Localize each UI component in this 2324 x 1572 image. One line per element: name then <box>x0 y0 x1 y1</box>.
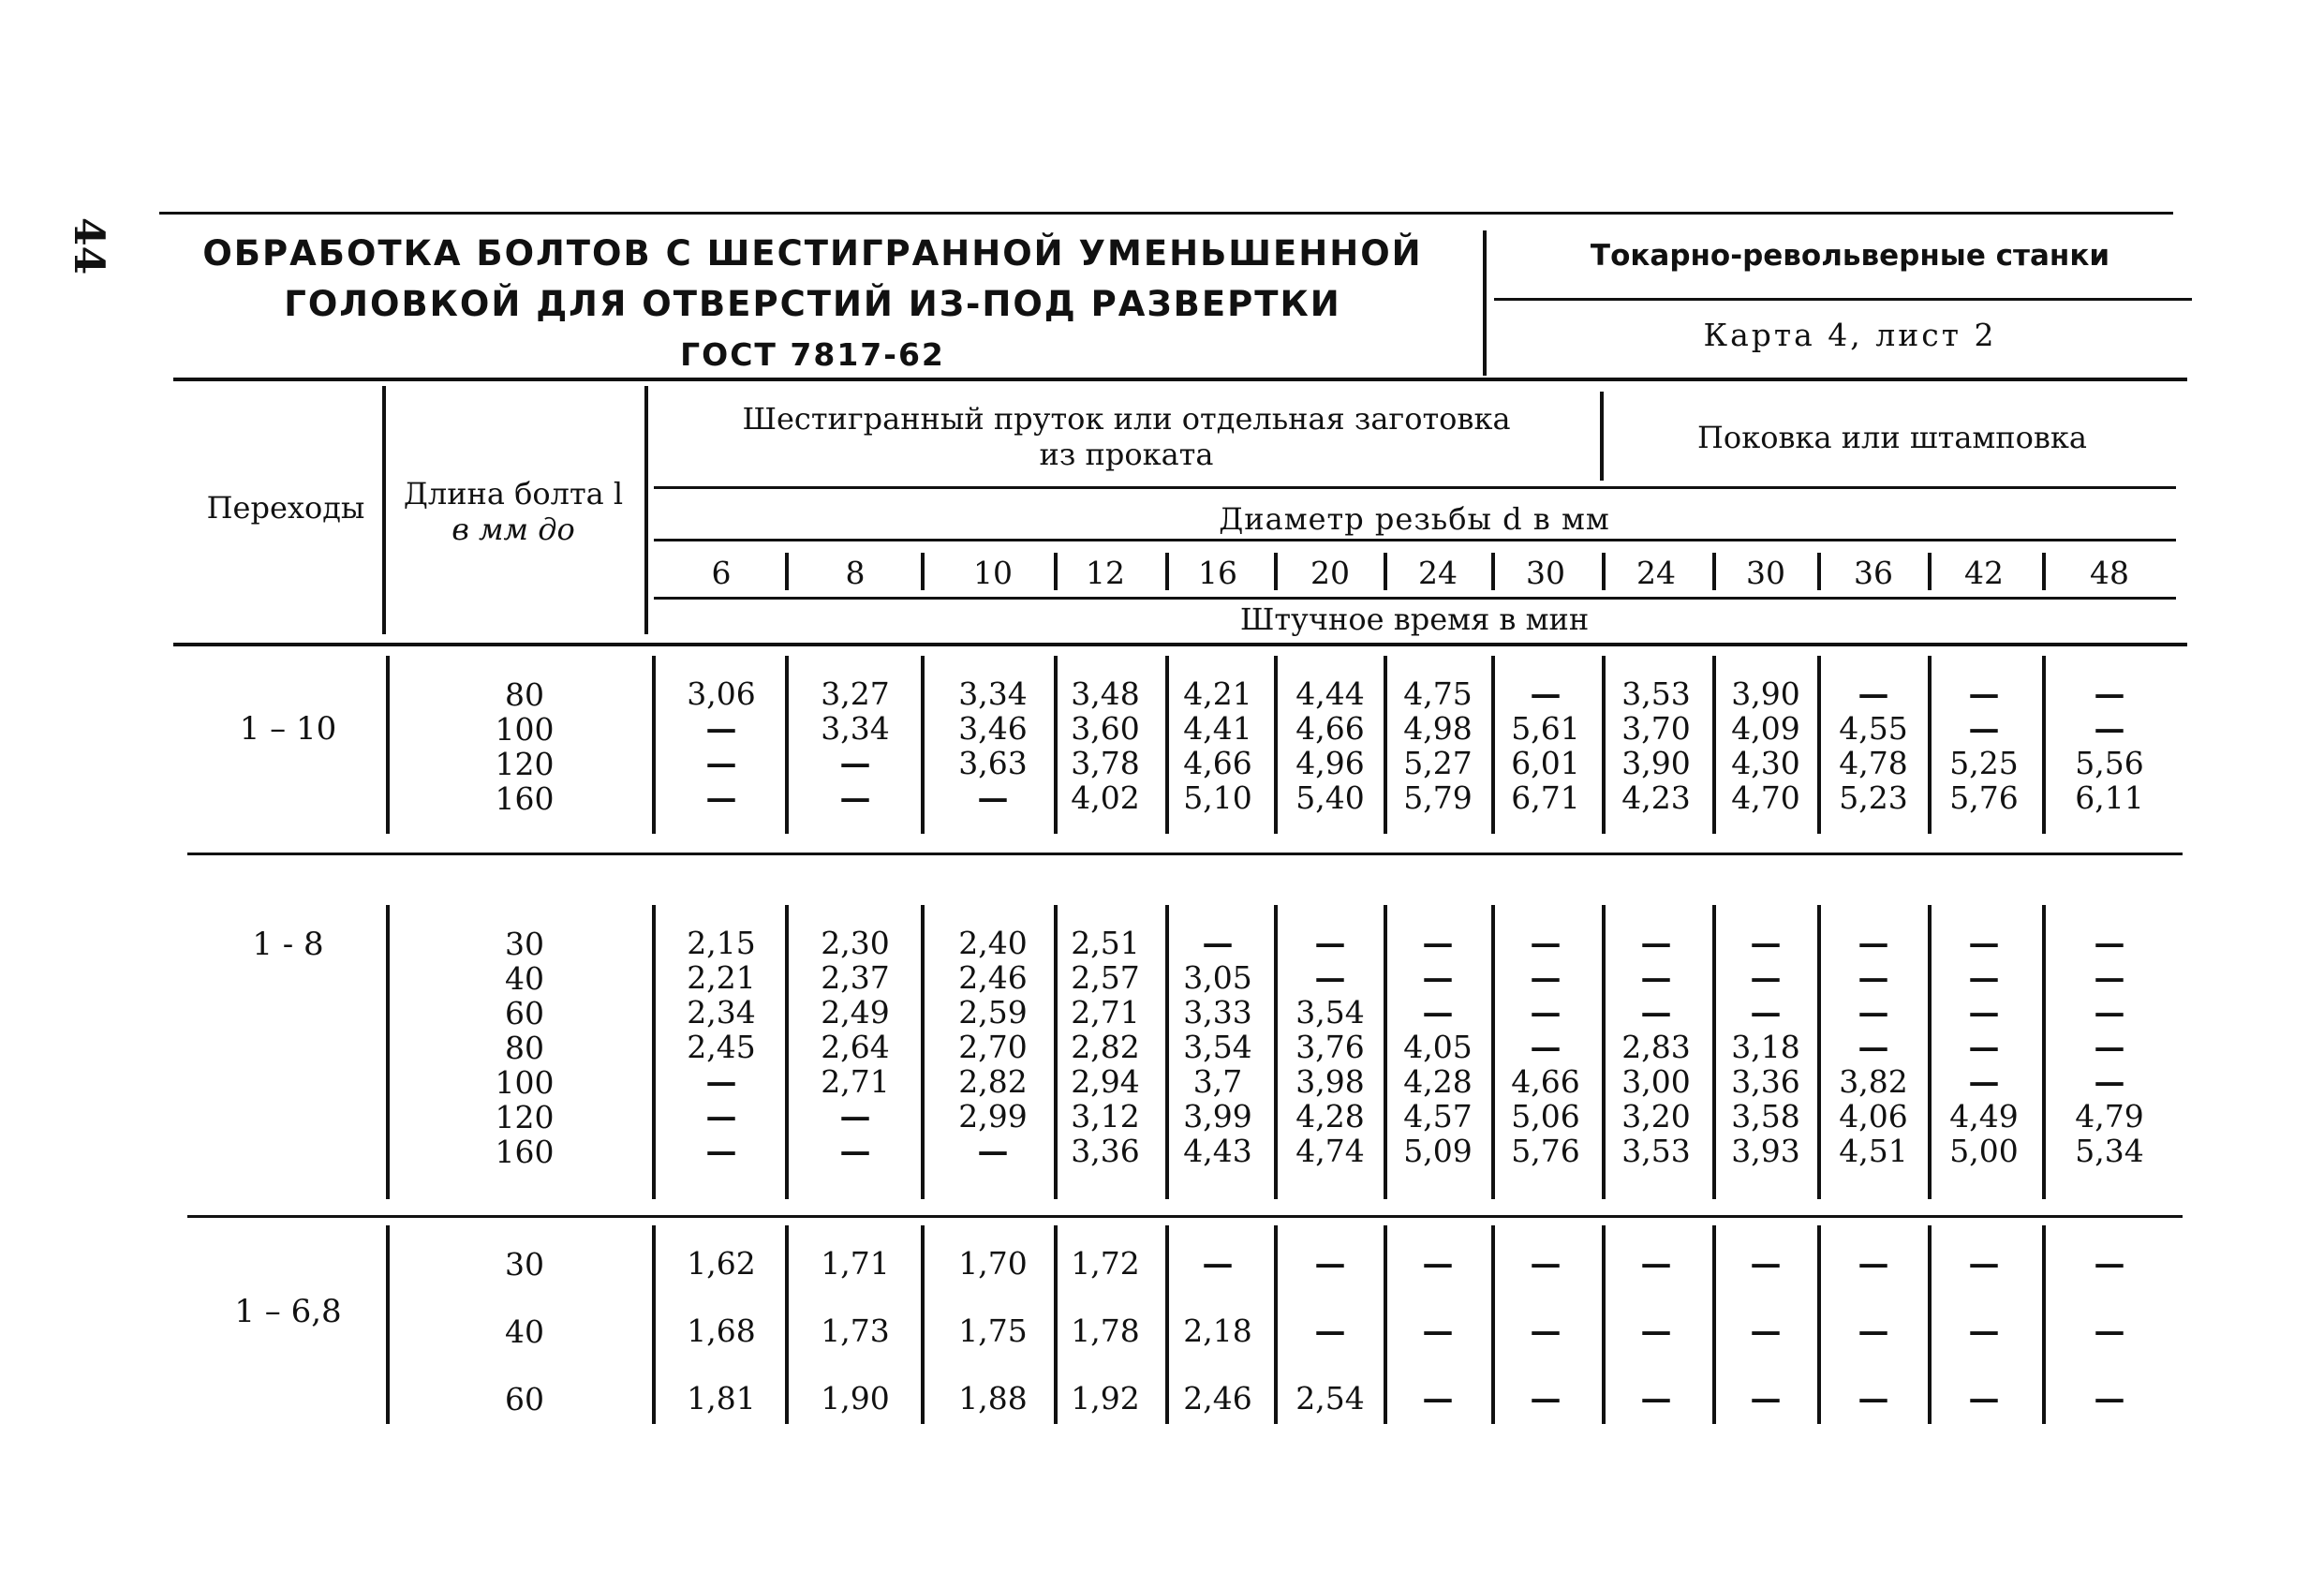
header-bar-stock <box>656 401 1597 472</box>
time-value: — <box>705 1063 737 1100</box>
time-value: — <box>1858 1312 1889 1349</box>
time-value: 3,53 <box>1621 1133 1691 1169</box>
time-value: 4,05 <box>1403 1029 1473 1065</box>
page-number: 44 <box>65 217 112 275</box>
time-value: 3,34 <box>958 675 1028 712</box>
time-value: 3,90 <box>1621 745 1691 781</box>
time-value: — <box>839 1133 871 1169</box>
time-value: — <box>1858 959 1889 996</box>
time-value: 1,72 <box>1071 1245 1140 1282</box>
time-value: 5,25 <box>1949 745 2019 781</box>
time-value: — <box>1968 1312 2000 1349</box>
time-value: 3,46 <box>958 710 1028 747</box>
time-value: — <box>977 779 1009 816</box>
row-divider <box>785 656 789 834</box>
time-value: 2,59 <box>958 994 1028 1031</box>
time-value: — <box>2094 994 2125 1031</box>
time-value: — <box>1750 1380 1782 1416</box>
time-value: — <box>2094 1312 2125 1349</box>
time-value: 2,70 <box>958 1029 1028 1065</box>
time-value: — <box>1530 959 1562 996</box>
length-value: 40 <box>505 1313 544 1350</box>
time-value: 1,78 <box>1071 1312 1140 1349</box>
transition-label: 1 - 8 <box>252 926 324 963</box>
header-divider-groups <box>1600 392 1604 481</box>
time-value: — <box>1640 1312 1672 1349</box>
time-value: 1,81 <box>687 1380 756 1416</box>
header-diameter: Диаметр резьбы d в мм <box>1219 501 1610 537</box>
time-value: 3,34 <box>821 710 890 747</box>
time-value: — <box>2094 1029 2125 1065</box>
time-value: — <box>1750 1245 1782 1282</box>
time-value: — <box>1640 1380 1672 1416</box>
time-value: 2,54 <box>1295 1380 1365 1416</box>
time-value: — <box>1968 1245 2000 1282</box>
time-value: 2,82 <box>958 1063 1028 1100</box>
time-value: 3,93 <box>1731 1133 1800 1169</box>
row-divider <box>785 905 789 1199</box>
time-value: 4,28 <box>1295 1098 1365 1135</box>
time-value: — <box>2094 1063 2125 1100</box>
time-value: 2,94 <box>1071 1063 1140 1100</box>
diameter-rule <box>654 539 2176 541</box>
time-value: 2,45 <box>687 1029 756 1065</box>
length-value: 100 <box>495 1064 555 1101</box>
time-value: 3,36 <box>1071 1133 1140 1169</box>
row-divider <box>921 1225 925 1424</box>
time-value: 4,43 <box>1183 1133 1252 1169</box>
time-value: 1,62 <box>687 1245 756 1282</box>
time-value: 5,56 <box>2075 745 2144 781</box>
time-value: 1,73 <box>821 1312 890 1349</box>
time-value: 1,71 <box>821 1245 890 1282</box>
time-value: 3,48 <box>1071 675 1140 712</box>
time-value: 4,30 <box>1731 745 1800 781</box>
diameter-3: 12 <box>1086 555 1125 591</box>
time-value: 4,49 <box>1949 1098 2019 1135</box>
time-value: 2,51 <box>1071 925 1140 961</box>
time-value: — <box>1202 1245 1234 1282</box>
document-title <box>159 229 1466 380</box>
time-value: 4,70 <box>1731 779 1800 816</box>
diameter-9: 30 <box>1746 555 1785 591</box>
time-value: 2,82 <box>1071 1029 1140 1065</box>
time-value: 3,98 <box>1295 1063 1365 1100</box>
diameter-divider <box>2042 553 2046 590</box>
time-value: 1,75 <box>958 1312 1028 1349</box>
length-value: 80 <box>505 1030 544 1066</box>
time-value: — <box>2094 710 2125 747</box>
diameter-divider <box>1274 553 1278 590</box>
title-line-2: ГОЛОВКОЙ ДЛЯ ОТВЕРСТИЙ ИЗ-ПОД РАЗВЕРТКИ <box>284 284 1341 324</box>
time-value: — <box>1314 1312 1346 1349</box>
time-value: 6,71 <box>1511 779 1580 816</box>
row-divider <box>2042 656 2046 834</box>
header-length-line1: Длина болта l <box>403 476 624 512</box>
row-divider <box>2042 905 2046 1199</box>
time-value: — <box>2094 1245 2125 1282</box>
group-separator-2 <box>187 1215 2183 1218</box>
time-value: 5,06 <box>1511 1098 1580 1135</box>
time-value: 3,63 <box>958 745 1028 781</box>
time-value: 4,57 <box>1403 1098 1473 1135</box>
time-value: 3,06 <box>687 675 756 712</box>
time-value: 2,21 <box>687 959 756 996</box>
time-value: — <box>705 710 737 747</box>
title-divider <box>1483 230 1487 376</box>
time-value: — <box>1422 925 1454 961</box>
length-value: 60 <box>505 1381 544 1417</box>
time-value: 3,90 <box>1731 675 1800 712</box>
diameter-10: 36 <box>1854 555 1893 591</box>
title-standard: ГОСТ 7817-62 <box>680 336 945 373</box>
time-value: — <box>2094 959 2125 996</box>
diameter-2: 10 <box>973 555 1013 591</box>
table-top-rule <box>173 378 2187 381</box>
diameter-7: 30 <box>1526 555 1565 591</box>
time-value: — <box>1750 959 1782 996</box>
time-value: — <box>1750 925 1782 961</box>
diameter-divider <box>1384 553 1387 590</box>
length-value: 160 <box>495 1134 555 1170</box>
time-value: — <box>1750 1312 1782 1349</box>
time-value: 3,20 <box>1621 1098 1691 1135</box>
time-value: 1,68 <box>687 1312 756 1349</box>
time-value: — <box>1530 675 1562 712</box>
length-value: 60 <box>505 995 544 1031</box>
time-value: 5,23 <box>1839 779 1908 816</box>
time-value: 3,70 <box>1621 710 1691 747</box>
time-value: — <box>1530 1380 1562 1416</box>
time-value: — <box>1530 1029 1562 1065</box>
row-divider <box>921 656 925 834</box>
group-rule <box>654 486 2176 489</box>
time-value: 4,98 <box>1403 710 1473 747</box>
time-value: 3,53 <box>1621 675 1691 712</box>
time-value: — <box>1422 1380 1454 1416</box>
diameter-divider <box>1054 553 1058 590</box>
transition-label: 1 – 10 <box>239 710 337 748</box>
time-value: — <box>2094 675 2125 712</box>
time-value: 5,76 <box>1511 1133 1580 1169</box>
time-value: 5,27 <box>1403 745 1473 781</box>
time-value: 4,09 <box>1731 710 1800 747</box>
time-value: 4,06 <box>1839 1098 1908 1135</box>
header-forging: Поковка или штамповка <box>1697 420 2087 455</box>
length-value: 40 <box>505 960 544 997</box>
time-value: — <box>705 745 737 781</box>
time-value: — <box>1640 1245 1672 1282</box>
header-bar-stock-line1: Шестигранный пруток или отдельная заготовка <box>742 401 1511 437</box>
diameter-divider <box>1817 553 1821 590</box>
time-value: 3,78 <box>1071 745 1140 781</box>
length-value: 160 <box>495 780 555 817</box>
time-value: — <box>1422 994 1454 1031</box>
time-value: 4,44 <box>1295 675 1365 712</box>
time-value: 1,88 <box>958 1380 1028 1416</box>
time-value: 2,83 <box>1621 1029 1691 1065</box>
time-value: — <box>977 1133 1009 1169</box>
time-value: — <box>1968 675 2000 712</box>
time-value: — <box>1422 1245 1454 1282</box>
time-value: — <box>839 745 871 781</box>
time-value: 3,05 <box>1183 959 1252 996</box>
time-value: 4,78 <box>1839 745 1908 781</box>
diameter-0: 6 <box>711 555 732 591</box>
group-separator-1 <box>187 853 2183 855</box>
time-value: 2,64 <box>821 1029 890 1065</box>
row-divider <box>652 656 656 834</box>
time-value: — <box>1858 925 1889 961</box>
time-value: — <box>1422 959 1454 996</box>
row-divider <box>652 1225 656 1424</box>
diameter-divider <box>1928 553 1932 590</box>
header-unit-time: Штучное время в мин <box>1239 601 1590 637</box>
time-value: 3,33 <box>1183 994 1252 1031</box>
row-divider <box>2042 1225 2046 1424</box>
time-value: 4,79 <box>2075 1098 2144 1135</box>
time-value: 6,01 <box>1511 745 1580 781</box>
time-value: — <box>1314 925 1346 961</box>
time-value: — <box>1640 994 1672 1031</box>
sheet-rule <box>1494 298 2192 301</box>
time-value: 3,58 <box>1731 1098 1800 1135</box>
time-value: 1,92 <box>1071 1380 1140 1416</box>
time-value: — <box>1314 959 1346 996</box>
length-value: 30 <box>505 1246 544 1283</box>
header-length-line2: в мм до <box>451 512 575 547</box>
row-divider <box>785 1225 789 1424</box>
time-value: — <box>1968 710 2000 747</box>
time-value: 6,11 <box>2075 779 2144 816</box>
time-value: — <box>1968 925 2000 961</box>
row-divider <box>921 905 925 1199</box>
time-value: 3,54 <box>1295 994 1365 1031</box>
time-value: 4,28 <box>1403 1063 1473 1100</box>
time-value: — <box>1530 994 1562 1031</box>
diameter-values-rule <box>654 597 2176 600</box>
diameter-divider <box>1491 553 1495 590</box>
time-value: 4,41 <box>1183 710 1252 747</box>
diameter-divider <box>785 553 789 590</box>
time-value: 4,66 <box>1295 710 1365 747</box>
time-value: — <box>1750 994 1782 1031</box>
time-value: — <box>1314 1245 1346 1282</box>
time-value: — <box>1858 1029 1889 1065</box>
diameter-divider <box>1165 553 1169 590</box>
diameter-11: 42 <box>1964 555 2004 591</box>
time-value: — <box>1530 1312 1562 1349</box>
time-value: — <box>1968 1380 2000 1416</box>
time-value: 5,40 <box>1295 779 1365 816</box>
time-value: — <box>1530 1245 1562 1282</box>
header-transitions: Переходы <box>206 490 365 526</box>
time-value: 4,96 <box>1295 745 1365 781</box>
time-value: 3,27 <box>821 675 890 712</box>
time-value: — <box>1968 1063 2000 1100</box>
time-value: 5,79 <box>1403 779 1473 816</box>
length-value: 120 <box>495 746 555 782</box>
time-value: 4,55 <box>1839 710 1908 747</box>
time-value: — <box>1968 959 2000 996</box>
time-value: 2,71 <box>821 1063 890 1100</box>
time-value: 2,15 <box>687 925 756 961</box>
time-value: — <box>705 1098 737 1135</box>
time-value: 2,71 <box>1071 994 1140 1031</box>
time-value: 3,76 <box>1295 1029 1365 1065</box>
time-value: 3,54 <box>1183 1029 1252 1065</box>
diameter-divider <box>1712 553 1716 590</box>
top-rule <box>159 212 2173 215</box>
time-value: 3,18 <box>1731 1029 1800 1065</box>
row-divider <box>386 905 390 1199</box>
table-header-bottom-rule <box>173 643 2187 646</box>
time-value: — <box>1968 994 2000 1031</box>
time-value: 5,76 <box>1949 779 2019 816</box>
time-value: — <box>1530 925 1562 961</box>
time-value: 4,66 <box>1511 1063 1580 1100</box>
time-value: 2,37 <box>821 959 890 996</box>
title-line-1: ОБРАБОТКА БОЛТОВ С ШЕСТИГРАННОЙ УМЕНЬШЕННОЙ <box>202 233 1423 274</box>
time-value: 2,99 <box>958 1098 1028 1135</box>
time-value: 3,7 <box>1192 1063 1243 1100</box>
diameter-1: 8 <box>845 555 866 591</box>
header-bar-stock-line2: из проката <box>1039 437 1214 472</box>
diameter-5: 20 <box>1310 555 1350 591</box>
time-value: 3,12 <box>1071 1098 1140 1135</box>
time-value: 2,57 <box>1071 959 1140 996</box>
diameter-4: 16 <box>1198 555 1237 591</box>
time-value: 3,99 <box>1183 1098 1252 1135</box>
time-value: — <box>1858 1380 1889 1416</box>
transition-label: 1 – 6,8 <box>234 1293 342 1330</box>
time-value: — <box>839 1098 871 1135</box>
time-value: 3,36 <box>1731 1063 1800 1100</box>
time-value: — <box>1968 1029 2000 1065</box>
time-value: 3,60 <box>1071 710 1140 747</box>
time-value: — <box>2094 925 2125 961</box>
time-value: — <box>1858 994 1889 1031</box>
time-value: 4,75 <box>1403 675 1473 712</box>
header-length <box>386 476 641 547</box>
time-value: 5,10 <box>1183 779 1252 816</box>
time-value: — <box>1422 1312 1454 1349</box>
diameter-divider <box>1602 553 1606 590</box>
card-number: Карта 4, лист 2 <box>1703 317 1997 353</box>
time-value: 2,18 <box>1183 1312 1252 1349</box>
time-value: 2,49 <box>821 994 890 1031</box>
time-value: — <box>1640 959 1672 996</box>
length-value: 80 <box>505 676 544 713</box>
time-value: 1,90 <box>821 1380 890 1416</box>
length-value: 100 <box>495 711 555 748</box>
time-value: 3,82 <box>1839 1063 1908 1100</box>
diameter-12: 48 <box>2090 555 2129 591</box>
time-value: 3,00 <box>1621 1063 1691 1100</box>
header-divider-length <box>644 386 648 634</box>
time-value: — <box>1202 925 1234 961</box>
time-value: 4,74 <box>1295 1133 1365 1169</box>
time-value: 4,21 <box>1183 675 1252 712</box>
diameter-6: 24 <box>1418 555 1458 591</box>
diameter-divider <box>921 553 925 590</box>
machine-type: Токарно-револьверные станки <box>1590 239 2110 273</box>
time-value: 2,30 <box>821 925 890 961</box>
time-value: 4,02 <box>1071 779 1140 816</box>
time-value: 2,34 <box>687 994 756 1031</box>
diameter-8: 24 <box>1636 555 1676 591</box>
length-value: 30 <box>505 926 544 962</box>
time-value: 2,46 <box>1183 1380 1252 1416</box>
time-value: — <box>1858 675 1889 712</box>
time-value: — <box>705 779 737 816</box>
row-divider <box>386 1225 390 1424</box>
time-value: 5,00 <box>1949 1133 2019 1169</box>
row-divider <box>652 905 656 1199</box>
row-divider <box>386 656 390 834</box>
time-value: 1,70 <box>958 1245 1028 1282</box>
time-value: 2,46 <box>958 959 1028 996</box>
length-value: 120 <box>495 1099 555 1135</box>
time-value: — <box>1858 1245 1889 1282</box>
time-value: 4,66 <box>1183 745 1252 781</box>
time-value: 5,09 <box>1403 1133 1473 1169</box>
time-value: — <box>839 779 871 816</box>
time-value: — <box>1640 925 1672 961</box>
time-value: 4,51 <box>1839 1133 1908 1169</box>
time-value: — <box>705 1133 737 1169</box>
time-value: — <box>2094 1380 2125 1416</box>
time-value: 5,34 <box>2075 1133 2144 1169</box>
time-value: 4,23 <box>1621 779 1691 816</box>
time-value: 5,61 <box>1511 710 1580 747</box>
time-value: 2,40 <box>958 925 1028 961</box>
